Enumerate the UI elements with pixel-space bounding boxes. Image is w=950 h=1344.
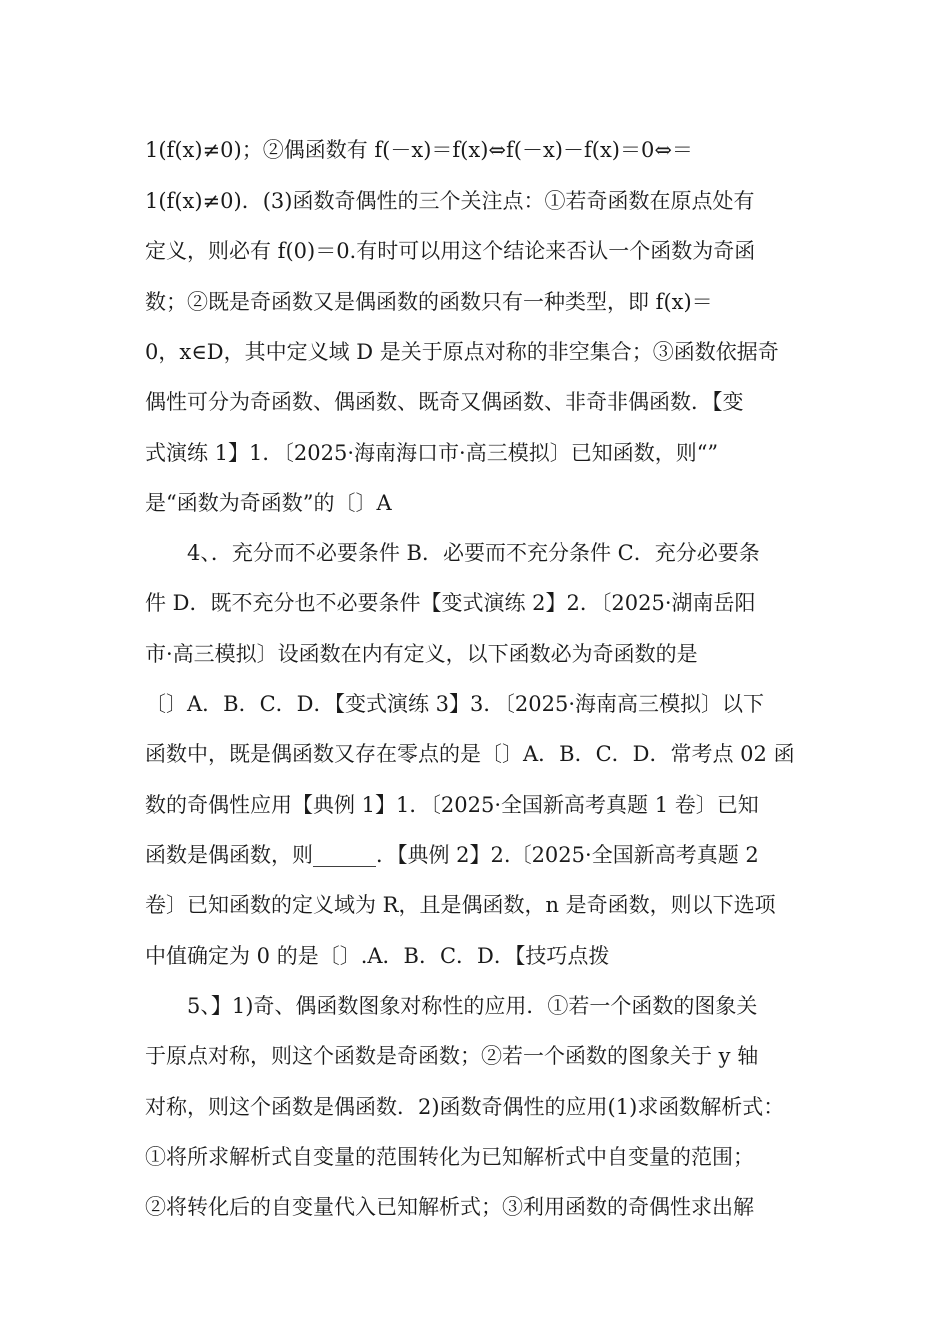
text-line: 数；②既是奇函数又是偶函数的函数只有一种类型，即 f(x)＝ bbox=[145, 290, 713, 314]
text-line: 对称，则这个函数是偶函数．2)函数奇偶性的应用(1)求函数解析式： bbox=[145, 1095, 785, 1119]
text-line: 市·高三模拟〕设函数在内有定义，以下函数必为奇函数的是 bbox=[145, 642, 698, 666]
text-line: ①将所求解析式自变量的范围转化为已知解析式中自变量的范围； bbox=[145, 1145, 754, 1169]
text-line: 数的奇偶性应用【典例 1】1．〔2025·全国新高考真题 1 卷〕已知 bbox=[145, 793, 759, 817]
text-line: 1(f(x)≠0)；②偶函数有 f(－x)＝f(x)⇔f(－x)－f(x)＝0⇔＝ bbox=[145, 138, 693, 162]
text-line: 定义，则必有 f(0)＝0.有时可以用这个结论来否认一个函数为奇函 bbox=[145, 239, 756, 263]
text-line: 件 D．既不充分也不必要条件【变式演练 2】2．〔2025·湖南岳阳 bbox=[145, 591, 756, 615]
text-line: 函数是偶函数，则______．【典例 2】2.〔2025·全国新高考真题 2 bbox=[145, 843, 759, 867]
paragraph-start-line: 4、．充分而不必要条件 B．必要而不充分条件 C．充分必要条 bbox=[187, 541, 760, 565]
text-line: 是“函数为奇函数”的〔〕A bbox=[145, 491, 392, 515]
text-line: 中值确定为 0 的是〔〕.A．B．C．D．【技巧点拨 bbox=[145, 944, 610, 968]
text-line: 卷〕已知函数的定义域为 R，且是偶函数，n 是奇函数，则以下选项 bbox=[145, 893, 776, 917]
text-line: 0，x∈D，其中定义域 D 是关于原点对称的非空集合；③函数依据奇 bbox=[145, 340, 779, 364]
text-line: 函数中，既是偶函数又存在零点的是〔〕A．B．C．D．常考点 02 函 bbox=[145, 742, 795, 766]
text-line: ②将转化后的自变量代入已知解析式；③利用函数的奇偶性求出解 bbox=[145, 1195, 754, 1219]
paragraph-start-line: 5、】1)奇、偶函数图象对称性的应用．①若一个函数的图象关 bbox=[187, 994, 758, 1018]
text-line: 1(f(x)≠0)．(3)函数奇偶性的三个关注点：①若奇函数在原点处有 bbox=[145, 189, 755, 213]
text-line: 于原点对称，则这个函数是奇函数；②若一个函数的图象关于 y 轴 bbox=[145, 1044, 759, 1068]
text-line: 偶性可分为奇函数、偶函数、既奇又偶函数、非奇非偶函数．【变 bbox=[145, 390, 744, 414]
text-line: 〔〕A．B．C．D．【变式演练 3】3．〔2025·海南高三模拟〕以下 bbox=[145, 692, 765, 716]
text-line: 式演练 1】1．〔2025·海南海口市·高三模拟〕已知函数，则“” bbox=[145, 441, 719, 465]
